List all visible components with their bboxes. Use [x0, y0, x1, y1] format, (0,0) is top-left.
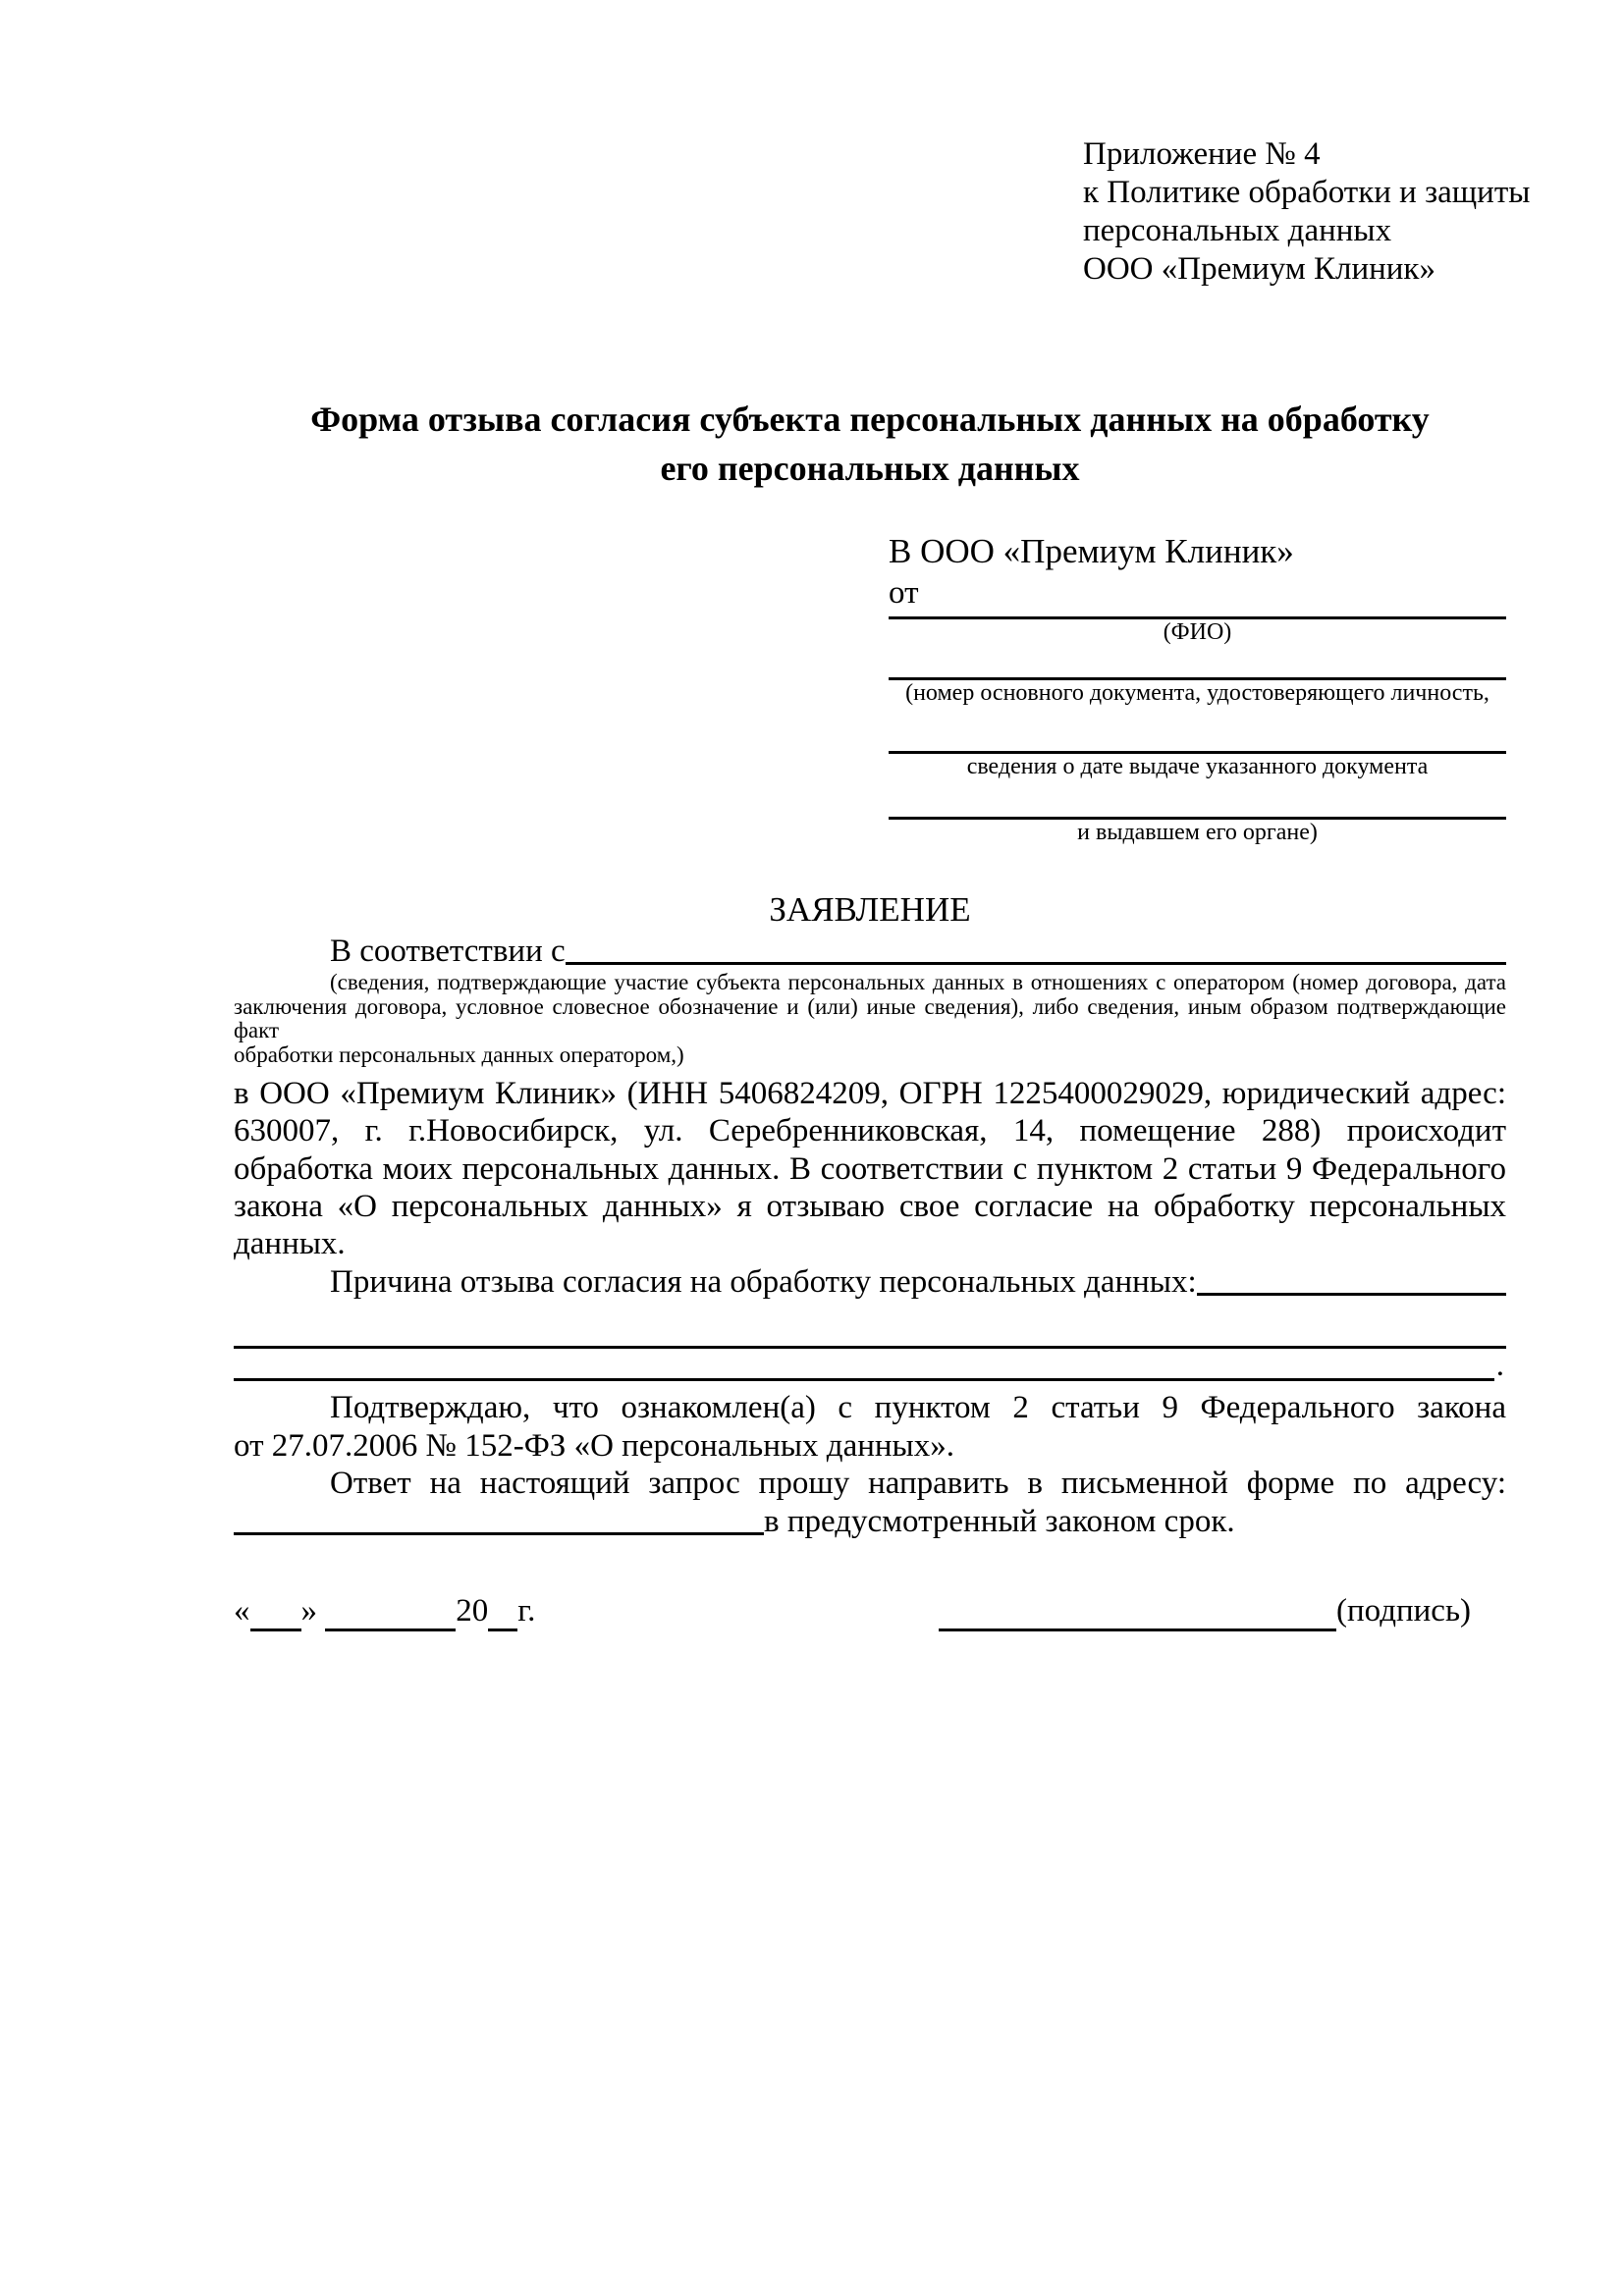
page-title — [234, 395, 1506, 493]
annex-note-line: персональных данных — [1083, 213, 1392, 248]
page-title-line: Форма отзыва согласия субъекта персональных данных на обработку — [310, 400, 1430, 439]
basis-blank-line — [566, 962, 1506, 965]
fine-print-line: заключения договора, условное словесное обозначение и (или) иные сведения), либо сведения, иным образом подтверждающие факт — [234, 993, 1506, 1042]
signature-field — [939, 1590, 1506, 1631]
year-suffix: г. — [517, 1593, 536, 1629]
fine-print-line: обработки персональных данных оператором,) — [234, 1041, 684, 1067]
reason-line — [234, 1262, 1506, 1302]
date-field — [234, 1590, 535, 1631]
day-blank-line — [250, 1595, 301, 1631]
month-blank-line — [325, 1595, 456, 1631]
body-line: 630007, г. г.Новосибирск, ул. Серебренниковская, 14, помещение 288) происходит — [234, 1113, 1506, 1149]
addressee-to: В ООО «Премиум Клиник» — [889, 532, 1294, 570]
year-prefix: 20 — [456, 1593, 489, 1629]
sentence-period: . — [1495, 1348, 1504, 1384]
reply-suffix: в предусмотренный законом срок. — [764, 1504, 1235, 1540]
reason-blank-line-last — [234, 1348, 1506, 1384]
reason-blank-line-continued — [234, 1302, 1506, 1349]
year-blank-line — [488, 1595, 517, 1631]
addressee-block — [889, 530, 1506, 846]
withdrawal-paragraph — [234, 1075, 1506, 1262]
open-guillemet: « — [234, 1593, 250, 1629]
statement-section — [234, 888, 1506, 1541]
page-title-line: его персональных данных — [660, 449, 1080, 488]
body-line: данных. — [234, 1226, 346, 1262]
issuing-authority-blank-line — [889, 780, 1506, 820]
annex-note — [1083, 135, 1544, 289]
annex-note-line: ООО «Премиум Клиник» — [1083, 251, 1435, 287]
address-blank-line — [234, 1532, 764, 1535]
basis-prefix: В соответствии с — [330, 934, 566, 969]
reason-blank-underline — [234, 1378, 1494, 1381]
basis-line — [234, 932, 1506, 971]
document-number-caption: (номер основного документа, удостоверяющего личность, — [905, 680, 1489, 706]
confirmation-line: Подтверждаю, что ознакомлен(а) с пунктом 2 статьи 9 Федерального закона — [330, 1390, 1506, 1426]
reason-prefix: Причина отзыва согласия на обработку персональных данных: — [330, 1264, 1197, 1301]
issuing-authority-caption: и выдавшем его органе) — [1077, 820, 1318, 845]
fio-blank-line — [889, 613, 1506, 619]
reply-address-line — [234, 1502, 1506, 1541]
signature-blank-line — [939, 1595, 1336, 1631]
basis-fine-print — [234, 971, 1506, 1067]
confirmation-line: от 27.07.2006 № 152-ФЗ «О персональных данных». — [234, 1427, 954, 1464]
issue-date-blank-line — [889, 707, 1506, 754]
reply-request-line: Ответ на настоящий запрос прошу направить в письменной форме по адресу: — [330, 1466, 1506, 1502]
fine-print-line: (сведения, подтверждающие участие субъекта персональных данных в отношениях с оператором (номер договора, дата — [330, 970, 1506, 994]
annex-note-line: Приложение № 4 — [1083, 136, 1321, 172]
statement-heading: ЗАЯВЛЕНИЕ — [769, 890, 971, 929]
issue-date-caption: сведения о дате выдаче указанного документа — [966, 754, 1429, 779]
confirmation-paragraph — [234, 1389, 1506, 1465]
body-line: обработка моих персональных данных. В соответствии с пунктом 2 статьи 9 Федерального — [234, 1150, 1506, 1187]
body-line: закона «О персональных данных» я отзываю свое согласие на обработку персональных — [234, 1188, 1506, 1224]
close-guillemet: » — [300, 1593, 317, 1629]
footer-row — [234, 1590, 1506, 1631]
document-number-blank-line — [889, 646, 1506, 680]
fio-caption: (ФИО) — [1163, 619, 1232, 645]
body-line: в ООО «Премиум Клиник» (ИНН 5406824209, ОГРН 1225400029029, юридический адрес: — [234, 1076, 1506, 1111]
addressee-from-label: от — [889, 575, 919, 611]
signature-caption: (подпись) — [1336, 1593, 1471, 1629]
annex-note-line: к Политике обработки и защиты — [1083, 175, 1531, 210]
reason-blank-line — [1197, 1293, 1506, 1296]
